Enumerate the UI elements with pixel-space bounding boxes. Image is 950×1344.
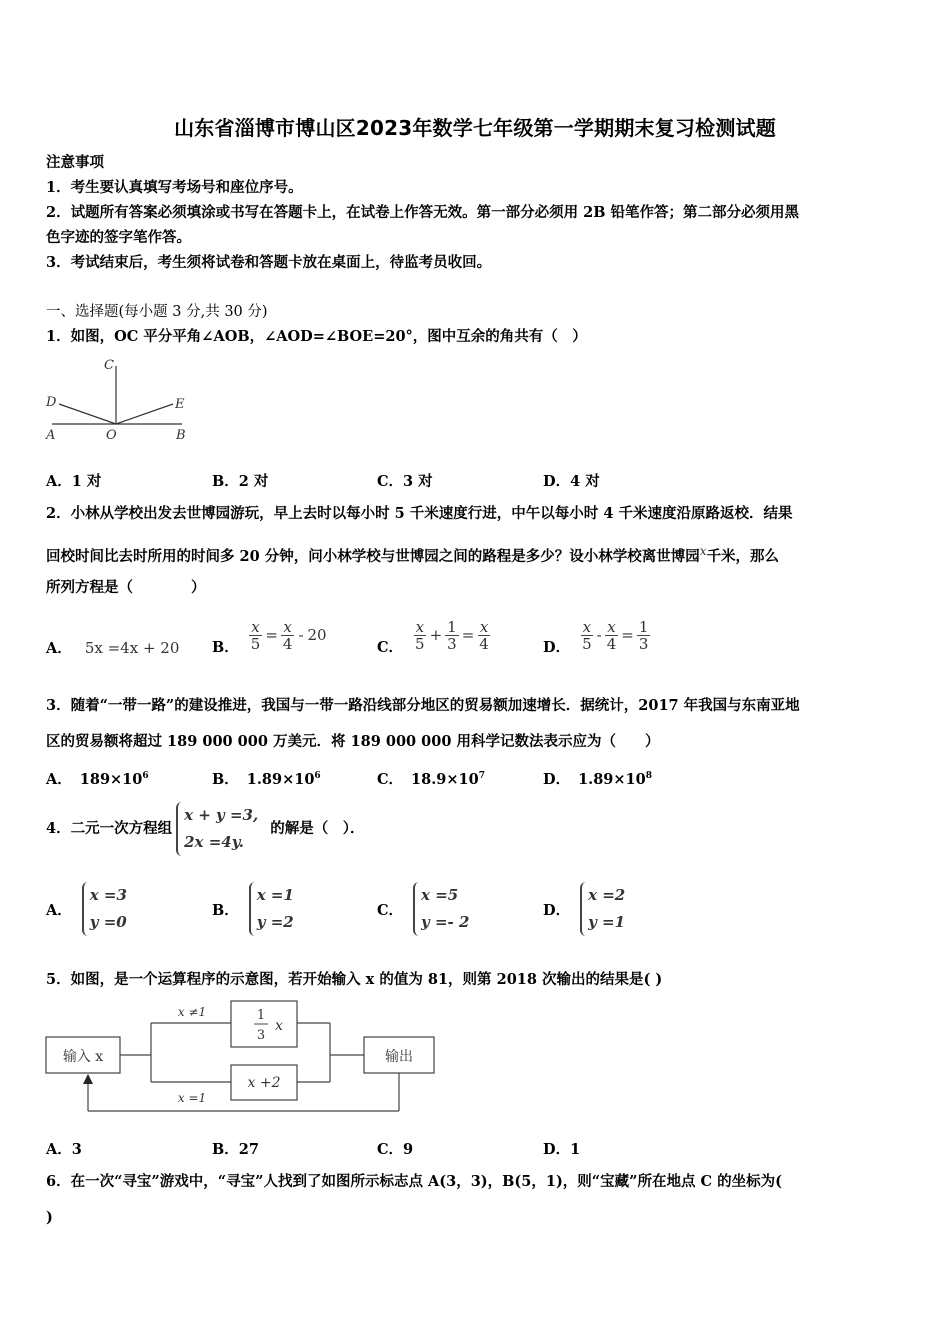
question-3-line1: 3．随着“一带一路”的建设推进，我国与一带一路沿线部分地区的贸易额加速增长．据统计，2017 年我国与东南亚地	[46, 697, 800, 714]
question-5-text: 5．如图，是一个运算程序的示意图，若开始输入 x 的值为 81，则第 2018 次输出的结果是( )	[46, 971, 663, 988]
notice-item: 1．考生要认真填写考场号和座位序号。	[46, 179, 303, 196]
option-b[interactable]: B． $1.89\times 10^6$	[212, 771, 321, 788]
program-flowchart	[40, 995, 440, 1120]
input-label: 输入 x	[62, 1049, 104, 1065]
option-c[interactable]: C． $\frac{x}{5}$ + $\frac{1}{3}$ = $\frac{x}{4}$	[377, 617, 489, 656]
option-c[interactable]: C． $18.9\times 10^7$	[377, 771, 485, 788]
page-title: 山东省淄博市博山区2023年数学七年级第一学期期末复习检测试题	[174, 116, 776, 140]
cond-top: x ≠1	[177, 1005, 207, 1019]
question-1-text: 1．如图，OC 平分平角∠AOB，∠AOD=∠BOE=20°，图中互余的角共有（ ）	[46, 328, 587, 345]
option-d[interactable]: D．1	[543, 1141, 581, 1158]
svg-text:x: x	[275, 1018, 283, 1034]
svg-text:x +2: x +2	[247, 1075, 281, 1091]
option-b[interactable]: B．2 对	[212, 473, 269, 490]
angle-figure	[40, 352, 200, 447]
notice-item: 3．考试结束后，考生须将试卷和答题卡放在桌面上，待监考员收回。	[46, 254, 492, 271]
option-a[interactable]: A．3	[46, 1141, 82, 1158]
option-b[interactable]: B．27	[212, 1141, 259, 1158]
question-4-text: 4．二元一次方程组 x + y =3, 2x =4y. 的解是（ ）．	[46, 800, 364, 858]
label-e: E	[175, 397, 185, 412]
option-a[interactable]: A． $189\times 10^6$	[46, 771, 149, 788]
label-o: O	[106, 428, 117, 443]
option-c[interactable]: C．9	[377, 1141, 414, 1158]
option-b[interactable]: B． $\frac{x}{5}$ = $\frac{x}{4}$ - 20	[212, 617, 327, 656]
question-3-line2: 区的贸易额将超过 189 000 000 万美元．将 189 000 000 用科学记数法表示应为（ ）	[46, 733, 660, 750]
output-label: 输出	[385, 1049, 413, 1065]
arrow-icon	[83, 1074, 93, 1084]
question-2-line1: 2．小林从学校出发去世博园游玩，早上去时以每小时 5 千米速度行进，中午以每小时 4 千米速度沿原路返校．结果	[46, 505, 793, 522]
question-2-line2: 回校时间比去时所用的时间多 20 分钟，问小林学校与世博园之间的路程是多少？设小林学校离世博园$^x$千米，那么	[46, 544, 780, 565]
option-c[interactable]: C． x =5 y =- 2	[377, 880, 475, 938]
option-d[interactable]: D． $1.89\times 10^8$	[543, 771, 652, 788]
notice-heading: 注意事项	[46, 154, 104, 171]
option-b[interactable]: B． x =1 y =2	[212, 880, 300, 938]
option-d[interactable]: D． x =2 y =1	[543, 880, 631, 938]
option-d[interactable]: D． $\frac{x}{5}$ - $\frac{x}{4}$ = $\frac{1}{3}$	[543, 617, 649, 656]
svg-text:3: 3	[256, 1028, 266, 1043]
svg-text:1: 1	[256, 1008, 266, 1023]
label-b: B	[176, 428, 186, 443]
question-6-line1: 6．在一次“寻宝”游戏中，“寻宝”人找到了如图所示标志点 A(3，3)，B(5，1)，则“宝藏”所在地点 C 的坐标为(	[46, 1173, 782, 1190]
label-a: A	[46, 428, 56, 443]
notice-item: 2．试题所有答案必须填涂或书写在答题卡上，在试卷上作答无效。第一部分必须用 2B 铅笔作答；第二部分必须用黑	[46, 204, 800, 221]
label-c: C	[104, 358, 114, 373]
label-d: D	[46, 395, 57, 410]
option-c[interactable]: C．3 对	[377, 473, 433, 490]
notice-item: 色字迹的签字笔作答。	[46, 229, 191, 246]
option-a[interactable]: A． x =3 y =0	[46, 880, 133, 938]
cond-bottom: x =1	[177, 1091, 207, 1105]
section-heading: 一、选择题(每小题 3 分,共 30 分)	[46, 304, 268, 320]
option-a[interactable]: A．1 对	[46, 473, 102, 490]
question-2-line3: 所列方程是（ ）	[46, 579, 206, 596]
question-6-line2: )	[46, 1209, 53, 1226]
option-d[interactable]: D．4 对	[543, 473, 600, 490]
option-a[interactable]: A． 5x =4x + 20	[46, 639, 180, 657]
